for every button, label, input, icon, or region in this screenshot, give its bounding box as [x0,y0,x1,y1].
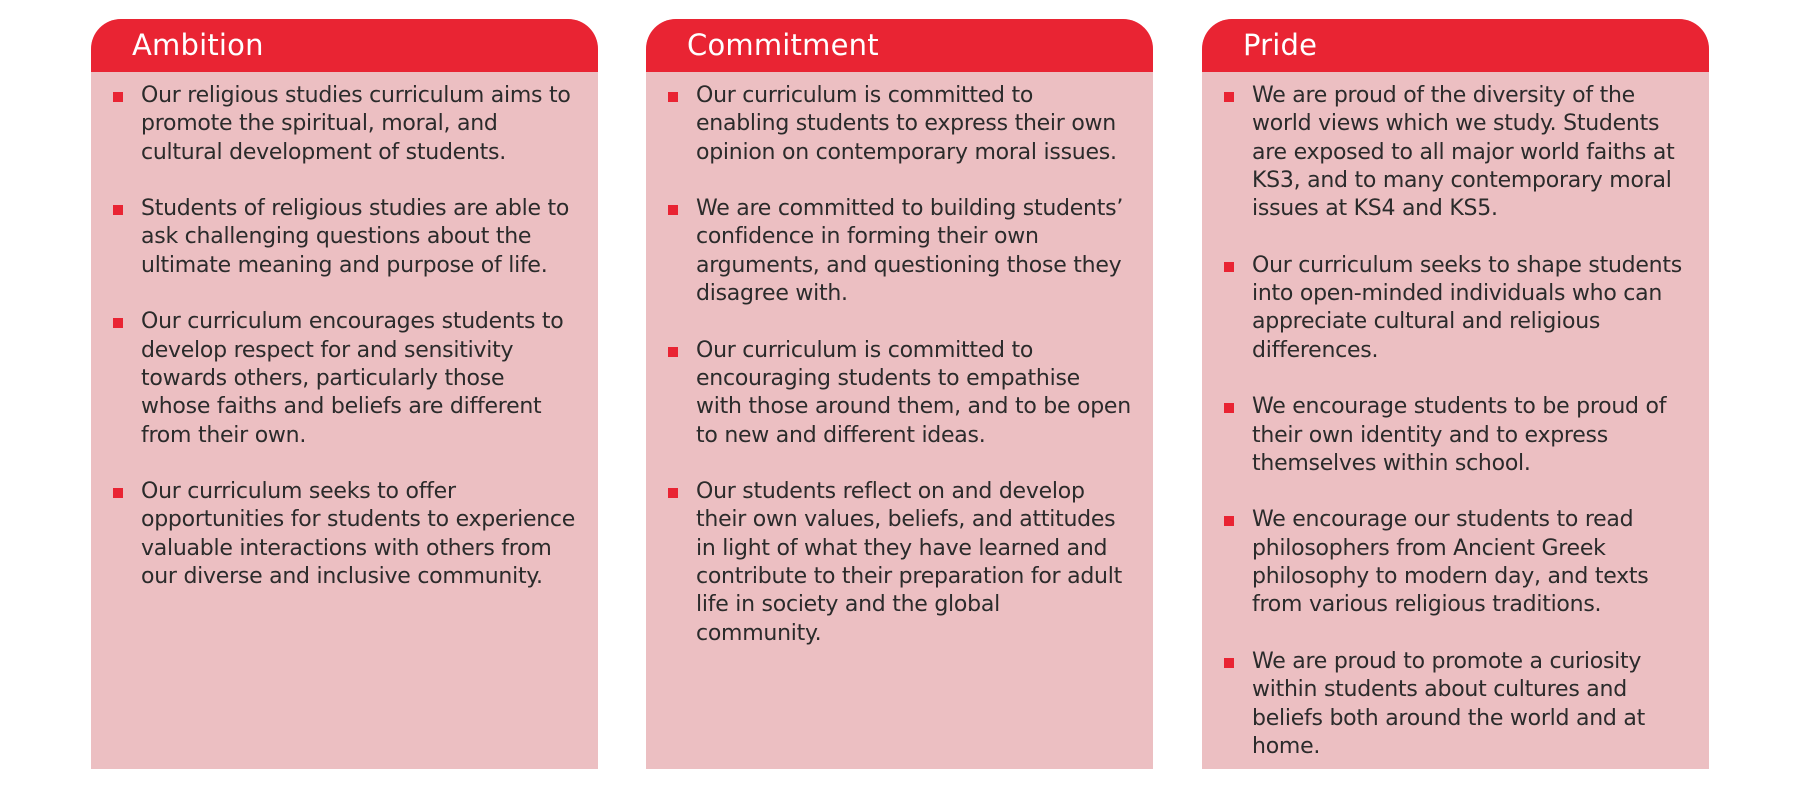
list-item [668,337,1131,450]
square-bullet-icon [113,318,123,328]
square-bullet-icon [113,92,123,102]
square-bullet-icon [1224,262,1234,272]
list-item [668,478,1131,648]
card-ambition [91,19,598,769]
list-item-text: Students of religious studies are able to ask challenging questions about the ultimate meaning and purpose of life. [141,196,570,278]
list-item [113,82,576,167]
square-bullet-icon [1224,516,1234,526]
square-bullet-icon [1224,658,1234,668]
list-item [113,308,576,449]
list-item-text: We are committed to building students’ confidence in forming their own arguments, and questioning those they disagree with. [696,196,1124,307]
list-item-text: We are proud to promote a curiosity within students about cultures and beliefs both around the world and at home. [1252,648,1645,759]
card-pride [1202,19,1709,769]
square-bullet-icon [668,205,678,215]
list-item [1224,252,1687,365]
list-item-text: We encourage our students to read philosophers from Ancient Greek philosophy to modern day, and texts from various religious traditions. [1252,507,1649,618]
list-item [1224,393,1687,478]
list-item [1224,506,1687,619]
square-bullet-icon [113,488,123,498]
list-item-text: Our religious studies curriculum aims to promote the spiritual, moral, and cultural development of students. [141,83,571,165]
list-item [668,195,1131,308]
card-list [646,72,1153,648]
list-item-text: Our curriculum seeks to offer opportunities for students to experience valuable interactions with others from our diverse and inclusive community. [141,479,576,590]
list-item [113,195,576,280]
card-list [1202,72,1709,761]
list-item [113,478,576,591]
list-item [1224,648,1687,761]
list-item-text: Our curriculum is committed to encouraging students to empathise with those around them, and to be open to new and different ideas. [696,337,1131,448]
square-bullet-icon [668,488,678,498]
card-title: Pride [1202,19,1709,72]
list-item-text: We are proud of the diversity of the world views which we study. Students are exposed to all major world faiths at KS3, and to many contemporary moral issues at KS4 and KS5. [1252,83,1675,222]
card-title: Commitment [646,19,1153,72]
card-title: Ambition [91,19,598,72]
list-item-text: Our students reflect on and develop their own values, beliefs, and attitudes in light of what they have learned and contribute to their preparation for adult life in society and the global community. [696,479,1122,646]
square-bullet-icon [668,92,678,102]
list-item-text: We encourage students to be proud of their own identity and to express themselves within school. [1252,394,1667,476]
square-bullet-icon [1224,403,1234,413]
square-bullet-icon [668,347,678,357]
card-list [91,72,598,591]
list-item [668,82,1131,167]
list-item [1224,82,1687,223]
list-item-text: Our curriculum seeks to shape students into open-minded individuals who can appreciate cultural and religious differences. [1252,252,1682,363]
card-commitment [646,19,1153,769]
list-item-text: Our curriculum encourages students to develop respect for and sensitivity towards others, particularly those whose faiths and beliefs are different from their own. [141,309,564,448]
square-bullet-icon [113,205,123,215]
square-bullet-icon [1224,92,1234,102]
list-item-text: Our curriculum is committed to enabling students to express their own opinion on contemporary moral issues. [696,83,1117,165]
